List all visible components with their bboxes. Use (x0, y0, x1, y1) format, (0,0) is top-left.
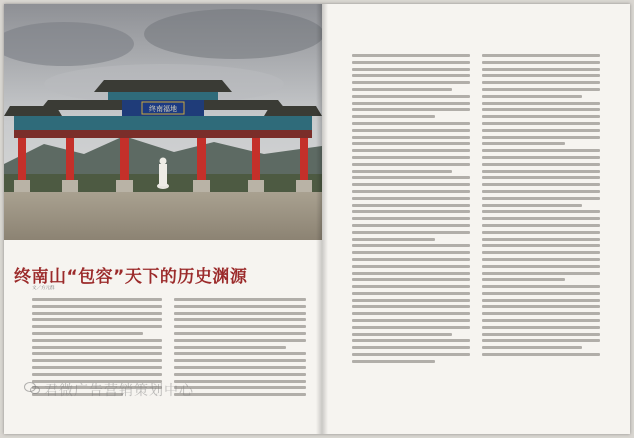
article-title: 终南山“包容”天下的历史渊源 (14, 267, 248, 287)
right-page (322, 4, 630, 434)
watermark-text: 君微广告营销策划中心 (44, 383, 194, 399)
article-byline: 文／方元群 (32, 286, 55, 291)
wechat-icon (24, 381, 40, 395)
magazine-spread (4, 4, 630, 434)
arch-gate-photo (4, 4, 322, 240)
arch-plaque: 终南福地 (149, 105, 177, 113)
right-page-column-1 (352, 54, 470, 367)
left-page (4, 4, 322, 434)
right-page-column-2 (482, 54, 600, 360)
